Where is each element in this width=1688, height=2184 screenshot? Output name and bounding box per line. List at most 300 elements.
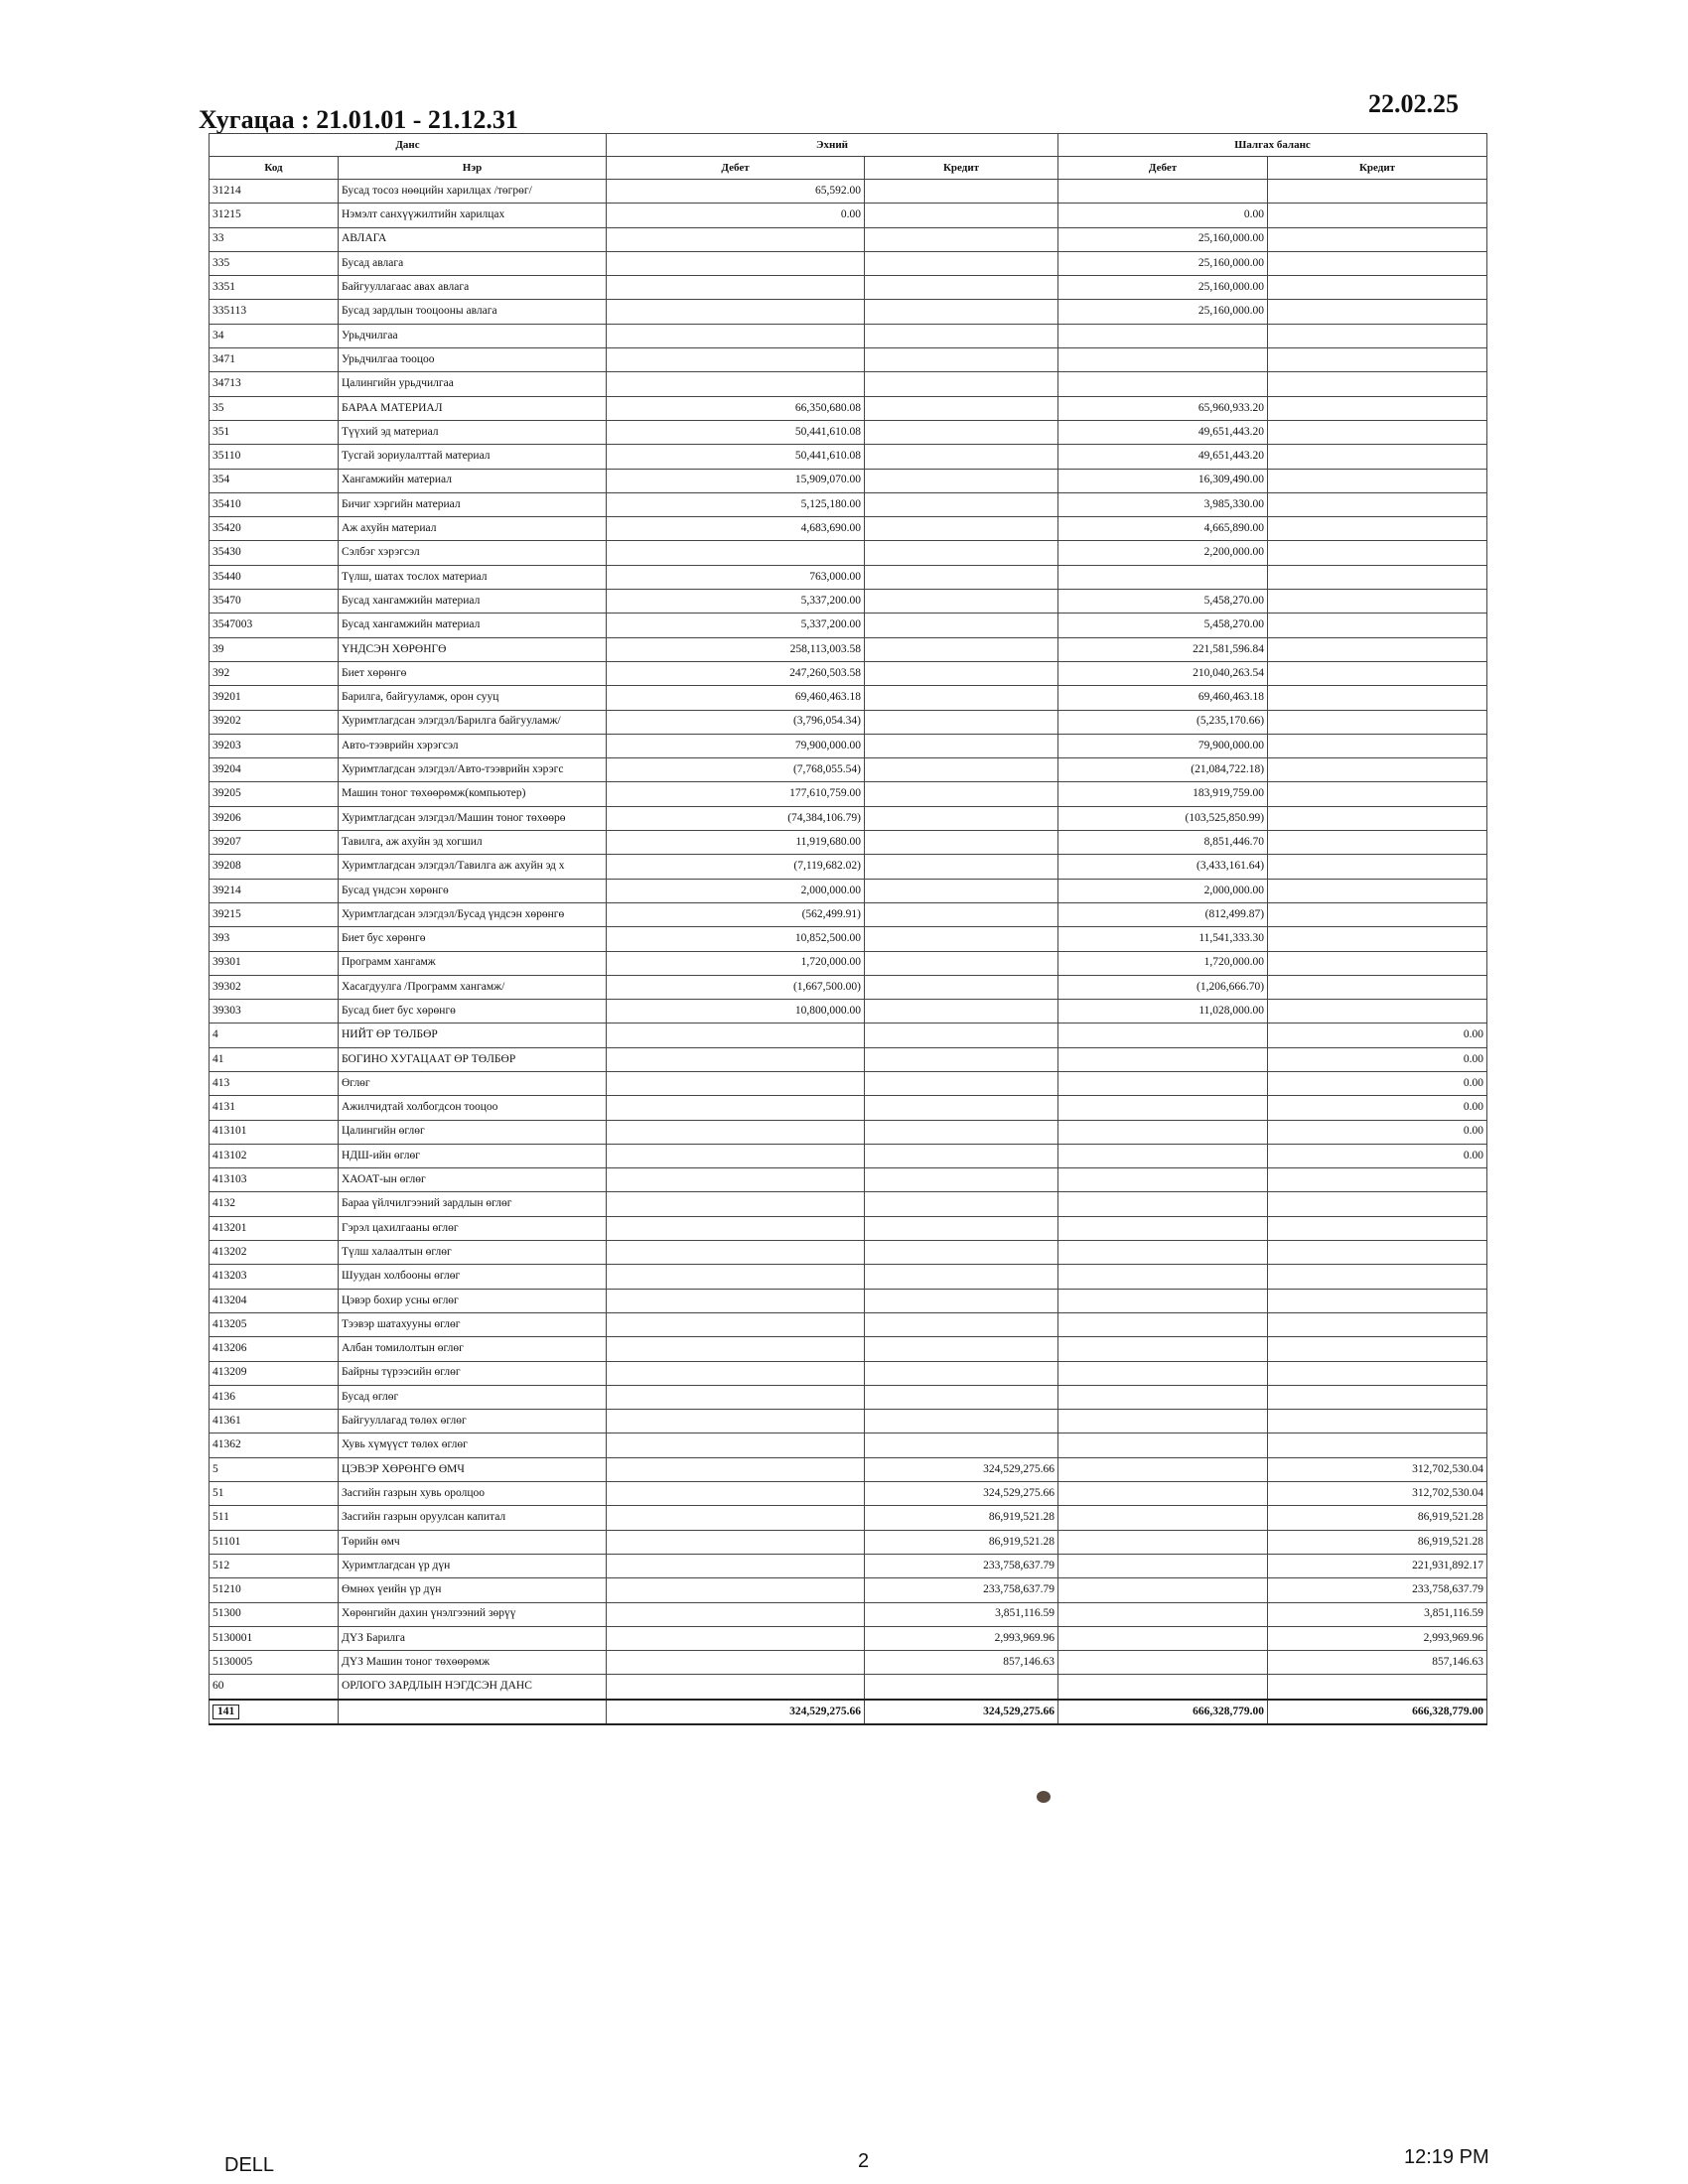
table-row — [210, 517, 1487, 541]
table-row — [210, 420, 1487, 444]
closing-debit: 65,960,933.20 — [1058, 396, 1268, 420]
closing-debit: 3,985,330.00 — [1058, 492, 1268, 516]
account-code: 60 — [210, 1675, 339, 1700]
opening-credit — [865, 541, 1058, 565]
closing-credit: 0.00 — [1268, 1024, 1487, 1047]
header-name: Нэр — [339, 157, 607, 180]
table-row — [210, 1337, 1487, 1361]
header-closing: Шалгах баланс — [1058, 134, 1487, 157]
table-row — [210, 372, 1487, 396]
closing-credit — [1268, 614, 1487, 637]
total-closing-debit: 666,328,779.00 — [1058, 1700, 1268, 1724]
opening-debit: 2,000,000.00 — [607, 879, 865, 902]
account-name: Өмнөх үеийн үр дүн — [339, 1578, 607, 1602]
account-name: Байрны түрээсийн өглөг — [339, 1361, 607, 1385]
account-code: 3547003 — [210, 614, 339, 637]
opening-debit: (3,796,054.34) — [607, 710, 865, 734]
opening-debit — [607, 1433, 865, 1457]
table-row — [210, 1000, 1487, 1024]
closing-credit — [1268, 831, 1487, 855]
opening-credit — [865, 734, 1058, 757]
closing-debit — [1058, 1241, 1268, 1265]
table-row — [210, 855, 1487, 879]
account-code: 511 — [210, 1506, 339, 1530]
account-name: Өглөг — [339, 1071, 607, 1095]
account-name: ҮНДСЭН ХӨРӨНГӨ — [339, 637, 607, 661]
table-row — [210, 1506, 1487, 1530]
opening-debit — [607, 348, 865, 372]
account-name: Биет бус хөрөнгө — [339, 927, 607, 951]
closing-debit — [1058, 1626, 1268, 1650]
account-code: 35 — [210, 396, 339, 420]
account-name: Урьдчилгаа — [339, 324, 607, 347]
closing-debit — [1058, 1096, 1268, 1120]
account-name: Биет хөрөнгө — [339, 661, 607, 685]
opening-credit — [865, 1312, 1058, 1336]
opening-debit: 5,125,180.00 — [607, 492, 865, 516]
opening-credit — [865, 1289, 1058, 1312]
opening-debit: (1,667,500.00) — [607, 975, 865, 999]
closing-debit — [1058, 1602, 1268, 1626]
closing-credit — [1268, 1168, 1487, 1192]
account-name: Бичиг хэргийн материал — [339, 492, 607, 516]
opening-debit: (7,119,682.02) — [607, 855, 865, 879]
opening-credit — [865, 1337, 1058, 1361]
table-row — [210, 1096, 1487, 1120]
table-row — [210, 1168, 1487, 1192]
header-row-groups — [210, 134, 1487, 157]
table-row — [210, 661, 1487, 685]
closing-credit — [1268, 806, 1487, 830]
opening-credit — [865, 396, 1058, 420]
closing-credit — [1268, 324, 1487, 347]
table-row — [210, 300, 1487, 324]
account-name: Хуримтлагдсан элэгдэл/Машин тоног төхөөрө — [339, 806, 607, 830]
opening-debit — [607, 227, 865, 251]
opening-credit — [865, 300, 1058, 324]
account-code: 5130005 — [210, 1651, 339, 1675]
opening-debit — [607, 1602, 865, 1626]
closing-credit: 312,702,530.04 — [1268, 1482, 1487, 1506]
opening-credit: 324,529,275.66 — [865, 1482, 1058, 1506]
opening-credit — [865, 951, 1058, 975]
table-row — [210, 1241, 1487, 1265]
account-code: 31215 — [210, 204, 339, 227]
opening-credit — [865, 1410, 1058, 1433]
opening-debit: 65,592.00 — [607, 180, 865, 204]
account-name: Нэмэлт санхүүжилтийн харилцах — [339, 204, 607, 227]
opening-debit — [607, 1289, 865, 1312]
opening-credit — [865, 1675, 1058, 1700]
closing-debit — [1058, 1192, 1268, 1216]
account-code: 39204 — [210, 758, 339, 782]
table-row — [210, 1675, 1487, 1700]
opening-debit: 247,260,503.58 — [607, 661, 865, 685]
account-name: НИЙТ ӨР ТӨЛБӨР — [339, 1024, 607, 1047]
closing-credit — [1268, 782, 1487, 806]
account-name: ДҮЗ Барилга — [339, 1626, 607, 1650]
account-code: 33 — [210, 227, 339, 251]
opening-debit — [607, 1530, 865, 1554]
opening-debit: (7,768,055.54) — [607, 758, 865, 782]
account-code: 35430 — [210, 541, 339, 565]
account-code: 413205 — [210, 1312, 339, 1336]
header-closing-debit: Дебет — [1058, 157, 1268, 180]
closing-credit — [1268, 1312, 1487, 1336]
account-name: Хуримтлагдсан элэгдэл/Бусад үндсэн хөрөнгө — [339, 902, 607, 926]
opening-debit — [607, 1047, 865, 1071]
closing-debit — [1058, 565, 1268, 589]
table-row — [210, 276, 1487, 300]
closing-credit: 0.00 — [1268, 1144, 1487, 1167]
closing-debit — [1058, 1289, 1268, 1312]
closing-debit: 25,160,000.00 — [1058, 251, 1268, 275]
opening-debit — [607, 1192, 865, 1216]
account-code: 39215 — [210, 902, 339, 926]
opening-credit — [865, 975, 1058, 999]
closing-credit — [1268, 276, 1487, 300]
table-row — [210, 1361, 1487, 1385]
table-row — [210, 445, 1487, 469]
closing-credit — [1268, 1000, 1487, 1024]
table-row — [210, 1120, 1487, 1144]
header-opening-credit: Кредит — [865, 157, 1058, 180]
table-row — [210, 324, 1487, 347]
opening-debit: (74,384,106.79) — [607, 806, 865, 830]
account-name: Бусад хангамжийн материал — [339, 614, 607, 637]
opening-debit: 10,800,000.00 — [607, 1000, 865, 1024]
closing-debit: 1,720,000.00 — [1058, 951, 1268, 975]
closing-debit: 8,851,446.70 — [1058, 831, 1268, 855]
closing-credit — [1268, 204, 1487, 227]
closing-credit — [1268, 1385, 1487, 1409]
total-opening-debit: 324,529,275.66 — [607, 1700, 865, 1724]
total-closing-credit: 666,328,779.00 — [1268, 1700, 1487, 1724]
closing-credit — [1268, 710, 1487, 734]
opening-credit — [865, 1000, 1058, 1024]
table-row — [210, 1024, 1487, 1047]
closing-debit — [1058, 1071, 1268, 1095]
account-code: 39206 — [210, 806, 339, 830]
account-name: Хасагдуулга /Программ хангамж/ — [339, 975, 607, 999]
opening-debit — [607, 1071, 865, 1095]
opening-debit — [607, 1265, 865, 1289]
opening-debit — [607, 1120, 865, 1144]
opening-debit — [607, 251, 865, 275]
account-name: Ажилчидтай холбогдсон тооцоо — [339, 1096, 607, 1120]
closing-credit — [1268, 879, 1487, 902]
closing-debit — [1058, 1168, 1268, 1192]
opening-credit — [865, 1433, 1058, 1457]
account-name: Бусад хангамжийн материал — [339, 590, 607, 614]
total-row — [210, 1700, 1487, 1724]
closing-credit: 0.00 — [1268, 1071, 1487, 1095]
closing-credit — [1268, 855, 1487, 879]
closing-credit: 2,993,969.96 — [1268, 1626, 1487, 1650]
opening-credit — [865, 686, 1058, 710]
total-opening-credit: 324,529,275.66 — [865, 1700, 1058, 1724]
table-row — [210, 396, 1487, 420]
account-code: 51300 — [210, 1602, 339, 1626]
opening-credit — [865, 492, 1058, 516]
closing-credit: 86,919,521.28 — [1268, 1506, 1487, 1530]
closing-debit — [1058, 1410, 1268, 1433]
opening-debit — [607, 1312, 865, 1336]
table-row — [210, 1626, 1487, 1650]
closing-debit — [1058, 1482, 1268, 1506]
account-code: 39 — [210, 637, 339, 661]
account-name: Хөрөнгийн дахин үнэлгээний зөрүү — [339, 1602, 607, 1626]
table-row — [210, 951, 1487, 975]
opening-credit — [865, 1241, 1058, 1265]
closing-debit: 183,919,759.00 — [1058, 782, 1268, 806]
closing-debit — [1058, 1651, 1268, 1675]
closing-credit — [1268, 902, 1487, 926]
opening-credit — [865, 782, 1058, 806]
opening-credit — [865, 758, 1058, 782]
opening-credit — [865, 1361, 1058, 1385]
header-code: Код — [210, 157, 339, 180]
closing-debit — [1058, 1578, 1268, 1602]
opening-debit — [607, 1410, 865, 1433]
table-row — [210, 710, 1487, 734]
table-row — [210, 975, 1487, 999]
account-name: Хангамжийн материал — [339, 469, 607, 492]
opening-debit: 69,460,463.18 — [607, 686, 865, 710]
opening-credit — [865, 276, 1058, 300]
table-row — [210, 637, 1487, 661]
opening-debit — [607, 1144, 865, 1167]
opening-credit — [865, 1265, 1058, 1289]
account-code: 39201 — [210, 686, 339, 710]
opening-debit — [607, 1482, 865, 1506]
table-row — [210, 1265, 1487, 1289]
opening-debit — [607, 1675, 865, 1700]
closing-debit: 2,200,000.00 — [1058, 541, 1268, 565]
account-name: НДШ-ийн өглөг — [339, 1144, 607, 1167]
account-code: 5 — [210, 1457, 339, 1481]
account-code: 413209 — [210, 1361, 339, 1385]
account-name: Хуримтлагдсан элэгдэл/Авто-тээврийн хэрэгс — [339, 758, 607, 782]
account-code: 51101 — [210, 1530, 339, 1554]
account-code: 351 — [210, 420, 339, 444]
opening-debit — [607, 541, 865, 565]
closing-credit — [1268, 251, 1487, 275]
table-row — [210, 227, 1487, 251]
account-code: 34 — [210, 324, 339, 347]
opening-credit — [865, 1120, 1058, 1144]
closing-debit: 0.00 — [1058, 204, 1268, 227]
opening-debit — [607, 1096, 865, 1120]
opening-debit — [607, 1168, 865, 1192]
account-name: Гэрэл цахилгааны өглөг — [339, 1216, 607, 1240]
account-name: ОРЛОГО ЗАРДЛЫН НЭГДСЭН ДАНС — [339, 1675, 607, 1700]
opening-credit: 86,919,521.28 — [865, 1506, 1058, 1530]
opening-debit — [607, 1024, 865, 1047]
header-row-columns — [210, 157, 1487, 180]
opening-debit — [607, 1241, 865, 1265]
opening-debit — [607, 1578, 865, 1602]
closing-debit: 25,160,000.00 — [1058, 227, 1268, 251]
account-name: Барилга, байгууламж, орон сууц — [339, 686, 607, 710]
account-name: Түлш, шатах тослох материал — [339, 565, 607, 589]
table-row — [210, 1385, 1487, 1409]
opening-credit: 857,146.63 — [865, 1651, 1058, 1675]
closing-debit — [1058, 1675, 1268, 1700]
table-row — [210, 686, 1487, 710]
closing-credit — [1268, 661, 1487, 685]
account-code: 354 — [210, 469, 339, 492]
closing-credit — [1268, 1241, 1487, 1265]
closing-credit — [1268, 1265, 1487, 1289]
opening-credit — [865, 1168, 1058, 1192]
opening-debit: 5,337,200.00 — [607, 614, 865, 637]
closing-credit: 86,919,521.28 — [1268, 1530, 1487, 1554]
opening-debit: 50,441,610.08 — [607, 445, 865, 469]
total-code-cell — [210, 1700, 339, 1724]
closing-debit: 4,665,890.00 — [1058, 517, 1268, 541]
account-code: 31214 — [210, 180, 339, 204]
account-code: 51 — [210, 1482, 339, 1506]
opening-credit — [865, 445, 1058, 469]
account-code: 413103 — [210, 1168, 339, 1192]
account-name: Хуримтлагдсан элэгдэл/Барилга байгууламж/ — [339, 710, 607, 734]
closing-credit — [1268, 1289, 1487, 1312]
table-row — [210, 1047, 1487, 1071]
footer-device: DELL — [224, 2154, 275, 2176]
header-closing-credit: Кредит — [1268, 157, 1487, 180]
closing-debit: 79,900,000.00 — [1058, 734, 1268, 757]
opening-debit: 66,350,680.08 — [607, 396, 865, 420]
opening-credit: 86,919,521.28 — [865, 1530, 1058, 1554]
opening-debit — [607, 372, 865, 396]
closing-credit: 0.00 — [1268, 1047, 1487, 1071]
account-name: Хувь хүмүүст төлөх өглөг — [339, 1433, 607, 1457]
closing-debit — [1058, 1024, 1268, 1047]
closing-credit — [1268, 1410, 1487, 1433]
account-code: 51210 — [210, 1578, 339, 1602]
account-name: Бусад зардлын тооцооны авлага — [339, 300, 607, 324]
account-name: Сэлбэг хэрэгсэл — [339, 541, 607, 565]
opening-credit — [865, 227, 1058, 251]
closing-debit — [1058, 1265, 1268, 1289]
closing-debit: 210,040,263.54 — [1058, 661, 1268, 685]
closing-credit: 0.00 — [1268, 1120, 1487, 1144]
account-name: Байгууллагад төлөх өглөг — [339, 1410, 607, 1433]
account-code: 41362 — [210, 1433, 339, 1457]
account-name: Засгийн газрын хувь оролцоо — [339, 1482, 607, 1506]
opening-debit — [607, 1651, 865, 1675]
closing-credit: 0.00 — [1268, 1096, 1487, 1120]
opening-debit: 1,720,000.00 — [607, 951, 865, 975]
account-code: 39303 — [210, 1000, 339, 1024]
account-code: 39301 — [210, 951, 339, 975]
account-name: Бусад тосоз нөөцийн харилцах /төгрөг/ — [339, 180, 607, 204]
account-code: 4132 — [210, 1192, 339, 1216]
table-row — [210, 734, 1487, 757]
closing-credit — [1268, 469, 1487, 492]
opening-credit — [865, 1144, 1058, 1167]
account-code: 392 — [210, 661, 339, 685]
opening-credit — [865, 1192, 1058, 1216]
closing-debit — [1058, 348, 1268, 372]
table-row — [210, 1651, 1487, 1675]
table-row — [210, 806, 1487, 830]
account-name: ДҮЗ Машин тоног төхөөрөмж — [339, 1651, 607, 1675]
account-name: Түлш халаалтын өглөг — [339, 1241, 607, 1265]
closing-debit: (812,499.87) — [1058, 902, 1268, 926]
opening-credit — [865, 806, 1058, 830]
account-name: Бусад биет бус хөрөнгө — [339, 1000, 607, 1024]
account-code: 393 — [210, 927, 339, 951]
table-row — [210, 902, 1487, 926]
account-code: 41 — [210, 1047, 339, 1071]
account-code: 39203 — [210, 734, 339, 757]
account-code: 413102 — [210, 1144, 339, 1167]
account-code: 413 — [210, 1071, 339, 1095]
account-name: Аж ахуйн материал — [339, 517, 607, 541]
opening-debit — [607, 300, 865, 324]
account-name: Цэвэр бохир усны өглөг — [339, 1289, 607, 1312]
closing-debit: 5,458,270.00 — [1058, 614, 1268, 637]
account-name: АВЛАГА — [339, 227, 607, 251]
opening-debit — [607, 276, 865, 300]
table-row — [210, 1482, 1487, 1506]
account-code: 335 — [210, 251, 339, 275]
table-row — [210, 541, 1487, 565]
account-code: 4136 — [210, 1385, 339, 1409]
account-code: 39302 — [210, 975, 339, 999]
account-code: 413206 — [210, 1337, 339, 1361]
closing-credit — [1268, 492, 1487, 516]
closing-credit — [1268, 590, 1487, 614]
account-code: 35440 — [210, 565, 339, 589]
opening-debit: 763,000.00 — [607, 565, 865, 589]
page-title: Хугацаа : 21.01.01 - 21.12.31 — [199, 105, 518, 134]
account-code: 413203 — [210, 1265, 339, 1289]
table-row — [210, 614, 1487, 637]
table-body — [210, 180, 1487, 1700]
account-code: 39208 — [210, 855, 339, 879]
closing-credit — [1268, 1216, 1487, 1240]
closing-debit: 16,309,490.00 — [1058, 469, 1268, 492]
account-name: Албан томилолтын өглөг — [339, 1337, 607, 1361]
closing-credit — [1268, 517, 1487, 541]
closing-debit — [1058, 1530, 1268, 1554]
closing-debit: 221,581,596.84 — [1058, 637, 1268, 661]
opening-credit — [865, 324, 1058, 347]
closing-credit — [1268, 1433, 1487, 1457]
opening-debit: 4,683,690.00 — [607, 517, 865, 541]
account-code: 4131 — [210, 1096, 339, 1120]
closing-credit — [1268, 541, 1487, 565]
opening-debit — [607, 1554, 865, 1577]
closing-debit: 69,460,463.18 — [1058, 686, 1268, 710]
account-code: 41361 — [210, 1410, 339, 1433]
trial-balance-table — [209, 133, 1487, 1725]
table-row — [210, 1578, 1487, 1602]
closing-credit — [1268, 637, 1487, 661]
opening-credit — [865, 927, 1058, 951]
closing-debit — [1058, 1120, 1268, 1144]
opening-debit — [607, 1457, 865, 1481]
account-name: БОГИНО ХУГАЦААТ ӨР ТӨЛБӨР — [339, 1047, 607, 1071]
opening-credit — [865, 831, 1058, 855]
opening-credit — [865, 420, 1058, 444]
account-code: 413201 — [210, 1216, 339, 1240]
account-name: Бусад өглөг — [339, 1385, 607, 1409]
closing-debit — [1058, 1312, 1268, 1336]
